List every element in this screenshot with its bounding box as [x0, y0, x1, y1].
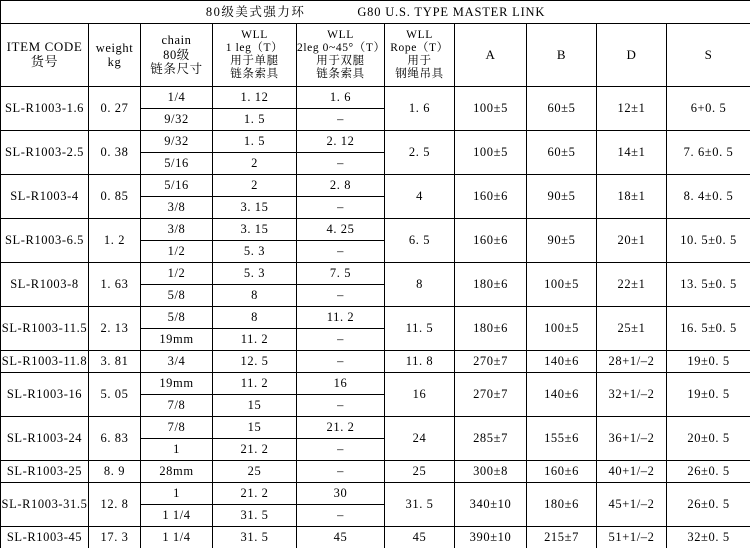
cell-dim-s: 20±0. 5 — [667, 417, 750, 461]
cell-dim-a: 340±10 — [455, 483, 527, 527]
cell-dim-s: 7. 6±0. 5 — [667, 131, 750, 175]
cell-chain-size: 1 — [141, 483, 213, 505]
cell-wll-1leg: 2 — [213, 175, 297, 197]
cell-wll-2leg: 2. 12 — [297, 131, 385, 153]
cell-weight: 1. 2 — [89, 219, 141, 263]
table-row — [1, 483, 750, 505]
header-rope-l4: 钢绳吊具 — [395, 68, 444, 81]
table-row — [1, 219, 750, 241]
cell-wll-2leg: – — [297, 329, 385, 351]
cell-wll-2leg: 16 — [297, 373, 385, 395]
cell-dim-d: 22±1 — [597, 263, 667, 307]
header-wll2-l4: 链条索具 — [316, 68, 365, 81]
cell-item-code: SL-R1003-24 — [1, 417, 89, 461]
cell-wll-1leg: 1. 5 — [213, 131, 297, 153]
cell-chain-size: 28mm — [141, 461, 213, 483]
cell-wll-rope: 24 — [385, 417, 455, 461]
cell-dim-a: 180±6 — [455, 263, 527, 307]
cell-dim-a: 160±6 — [455, 219, 527, 263]
cell-chain-size: 1 1/4 — [141, 527, 213, 548]
header-wll-1leg — [213, 24, 297, 87]
cell-wll-1leg: 11. 2 — [213, 329, 297, 351]
cell-wll-2leg: – — [297, 395, 385, 417]
title-chinese: 80级美式强力环 — [205, 4, 306, 19]
cell-wll-1leg: 3. 15 — [213, 197, 297, 219]
cell-item-code: SL-R1003-1.6 — [1, 87, 89, 131]
cell-dim-a: 100±5 — [455, 131, 527, 175]
cell-weight: 2. 13 — [89, 307, 141, 351]
cell-item-code: SL-R1003-25 — [1, 461, 89, 483]
header-dim-b: B — [527, 24, 597, 87]
cell-dim-b: 180±6 — [527, 483, 597, 527]
table-row — [1, 373, 750, 395]
cell-dim-a: 300±8 — [455, 461, 527, 483]
cell-dim-s: 19±0. 5 — [667, 351, 750, 373]
cell-weight: 8. 9 — [89, 461, 141, 483]
cell-item-code: SL-R1003-45 — [1, 527, 89, 548]
cell-chain-size: 9/32 — [141, 109, 213, 131]
cell-chain-size: 5/8 — [141, 285, 213, 307]
cell-dim-d: 25±1 — [597, 307, 667, 351]
cell-dim-a: 100±5 — [455, 87, 527, 131]
cell-dim-b: 140±6 — [527, 351, 597, 373]
cell-wll-1leg: 1. 12 — [213, 87, 297, 109]
header-item-code — [1, 24, 89, 87]
cell-item-code: SL-R1003-2.5 — [1, 131, 89, 175]
cell-weight: 0. 85 — [89, 175, 141, 219]
cell-dim-a: 270±7 — [455, 373, 527, 417]
cell-dim-d: 40+1/–2 — [597, 461, 667, 483]
cell-wll-1leg: 2 — [213, 153, 297, 175]
header-weight — [89, 24, 141, 87]
cell-weight: 1. 63 — [89, 263, 141, 307]
cell-dim-s: 26±0. 5 — [667, 461, 750, 483]
cell-wll-rope: 4 — [385, 175, 455, 219]
cell-dim-a: 390±10 — [455, 527, 527, 548]
cell-dim-b: 140±6 — [527, 373, 597, 417]
cell-dim-a: 180±6 — [455, 307, 527, 351]
table-row — [1, 351, 750, 373]
cell-wll-2leg: 21. 2 — [297, 417, 385, 439]
title-english: G80 U.S. TYPE MASTER LINK — [357, 4, 546, 19]
cell-chain-size: 7/8 — [141, 417, 213, 439]
cell-wll-1leg: 21. 2 — [213, 483, 297, 505]
cell-chain-size: 1/2 — [141, 263, 213, 285]
table-body — [1, 1, 750, 548]
cell-chain-size: 19mm — [141, 329, 213, 351]
cell-wll-rope: 11. 8 — [385, 351, 455, 373]
cell-dim-b: 60±5 — [527, 131, 597, 175]
header-item-code-en: ITEM CODE — [6, 39, 83, 55]
cell-chain-size: 1/2 — [141, 241, 213, 263]
cell-wll-rope: 25 — [385, 461, 455, 483]
cell-dim-d: 12±1 — [597, 87, 667, 131]
cell-weight: 6. 83 — [89, 417, 141, 461]
table-row — [1, 131, 750, 153]
header-wll-2leg — [297, 24, 385, 87]
cell-dim-d: 32+1/–2 — [597, 373, 667, 417]
cell-dim-b: 90±5 — [527, 219, 597, 263]
header-wll-rope — [385, 24, 455, 87]
cell-wll-1leg: 5. 3 — [213, 263, 297, 285]
header-dim-a: A — [455, 24, 527, 87]
cell-wll-rope: 6. 5 — [385, 219, 455, 263]
table-row — [1, 175, 750, 197]
cell-wll-1leg: 1. 5 — [213, 109, 297, 131]
cell-wll-2leg: 1. 6 — [297, 87, 385, 109]
table-row — [1, 87, 750, 109]
cell-dim-s: 32±0. 5 — [667, 527, 750, 548]
cell-dim-s: 26±0. 5 — [667, 483, 750, 527]
cell-dim-d: 45+1/–2 — [597, 483, 667, 527]
cell-wll-rope: 2. 5 — [385, 131, 455, 175]
cell-wll-2leg: – — [297, 109, 385, 131]
cell-dim-b: 90±5 — [527, 175, 597, 219]
cell-dim-d: 51+1/–2 — [597, 527, 667, 548]
cell-dim-s: 13. 5±0. 5 — [667, 263, 750, 307]
cell-dim-a: 270±7 — [455, 351, 527, 373]
header-weight-label: weight — [95, 40, 134, 55]
cell-dim-b: 160±6 — [527, 461, 597, 483]
cell-item-code: SL-R1003-8 — [1, 263, 89, 307]
cell-chain-size: 3/8 — [141, 219, 213, 241]
header-rope-l2: Rope（T） — [390, 41, 449, 54]
cell-chain-size: 1 — [141, 439, 213, 461]
cell-dim-s: 10. 5±0. 5 — [667, 219, 750, 263]
cell-wll-2leg: 2. 8 — [297, 175, 385, 197]
cell-wll-1leg: 3. 15 — [213, 219, 297, 241]
cell-dim-b: 215±7 — [527, 527, 597, 548]
header-dim-s: S — [667, 24, 750, 87]
cell-dim-d: 36+1/–2 — [597, 417, 667, 461]
cell-wll-1leg: 12. 5 — [213, 351, 297, 373]
cell-weight: 0. 27 — [89, 87, 141, 131]
table-row — [1, 263, 750, 285]
header-wll1-l4: 链条索具 — [230, 68, 279, 81]
header-rope-l3: 用于 — [407, 55, 432, 67]
cell-chain-size: 19mm — [141, 373, 213, 395]
cell-item-code: SL-R1003-11.5 — [1, 307, 89, 351]
cell-chain-size: 7/8 — [141, 395, 213, 417]
cell-item-code: SL-R1003-16 — [1, 373, 89, 417]
cell-dim-b: 100±5 — [527, 307, 597, 351]
header-dim-d: D — [597, 24, 667, 87]
cell-chain-size: 5/16 — [141, 153, 213, 175]
header-chain — [141, 24, 213, 87]
cell-dim-b: 155±6 — [527, 417, 597, 461]
header-chain-l1: chain — [161, 33, 192, 48]
table-title-cell — [1, 1, 750, 24]
cell-dim-d: 20±1 — [597, 219, 667, 263]
cell-wll-rope: 1. 6 — [385, 87, 455, 131]
cell-wll-1leg: 15 — [213, 395, 297, 417]
cell-wll-rope: 8 — [385, 263, 455, 307]
header-wll2-l3: 用于双腿 — [316, 55, 365, 67]
cell-wll-2leg: – — [297, 153, 385, 175]
cell-item-code: SL-R1003-6.5 — [1, 219, 89, 263]
cell-dim-d: 28+1/–2 — [597, 351, 667, 373]
cell-chain-size: 5/16 — [141, 175, 213, 197]
cell-dim-s: 8. 4±0. 5 — [667, 175, 750, 219]
cell-wll-rope: 16 — [385, 373, 455, 417]
cell-weight: 17. 3 — [89, 527, 141, 548]
cell-dim-s: 6+0. 5 — [667, 87, 750, 131]
table-row — [1, 307, 750, 329]
cell-wll-2leg: 11. 2 — [297, 307, 385, 329]
cell-weight: 3. 81 — [89, 351, 141, 373]
header-weight-unit: kg — [107, 55, 122, 69]
cell-weight: 5. 05 — [89, 373, 141, 417]
cell-wll-1leg: 8 — [213, 285, 297, 307]
cell-chain-size: 3/4 — [141, 351, 213, 373]
cell-wll-2leg: – — [297, 461, 385, 483]
cell-weight: 12. 8 — [89, 483, 141, 527]
cell-item-code: SL-R1003-11.8 — [1, 351, 89, 373]
cell-wll-2leg: – — [297, 351, 385, 373]
cell-wll-rope: 31. 5 — [385, 483, 455, 527]
cell-wll-rope: 45 — [385, 527, 455, 548]
cell-dim-d: 18±1 — [597, 175, 667, 219]
cell-dim-s: 19±0. 5 — [667, 373, 750, 417]
header-item-code-cn: 货号 — [30, 54, 59, 69]
cell-dim-s: 16. 5±0. 5 — [667, 307, 750, 351]
cell-dim-b: 100±5 — [527, 263, 597, 307]
cell-dim-d: 14±1 — [597, 131, 667, 175]
table-row — [1, 417, 750, 439]
cell-item-code: SL-R1003-4 — [1, 175, 89, 219]
cell-wll-2leg: 45 — [297, 527, 385, 548]
table-row — [1, 461, 750, 483]
cell-dim-b: 60±5 — [527, 87, 597, 131]
header-wll2-l1: WLL — [327, 28, 354, 41]
cell-wll-1leg: 25 — [213, 461, 297, 483]
cell-dim-a: 160±6 — [455, 175, 527, 219]
cell-chain-size: 3/8 — [141, 197, 213, 219]
cell-wll-2leg: 30 — [297, 483, 385, 505]
cell-chain-size: 1/4 — [141, 87, 213, 109]
cell-wll-1leg: 8 — [213, 307, 297, 329]
cell-wll-2leg: 4. 25 — [297, 219, 385, 241]
cell-wll-1leg: 31. 5 — [213, 527, 297, 548]
table-header-row — [1, 24, 750, 87]
cell-wll-2leg: – — [297, 439, 385, 461]
cell-wll-2leg: – — [297, 285, 385, 307]
cell-chain-size: 9/32 — [141, 131, 213, 153]
table-row — [1, 527, 750, 548]
cell-wll-1leg: 5. 3 — [213, 241, 297, 263]
cell-wll-1leg: 21. 2 — [213, 439, 297, 461]
cell-wll-2leg: – — [297, 241, 385, 263]
header-wll1-l3: 用于单腿 — [230, 55, 279, 67]
header-chain-l3: 链条尺寸 — [150, 62, 203, 77]
header-chain-l2: 80级 — [163, 47, 190, 62]
cell-wll-1leg: 11. 2 — [213, 373, 297, 395]
cell-wll-1leg: 15 — [213, 417, 297, 439]
cell-wll-1leg: 31. 5 — [213, 505, 297, 527]
header-wll1-l2: 1 leg（T） — [225, 41, 284, 54]
header-wll2-l2: 2leg 0~45°（T） — [297, 41, 386, 54]
cell-wll-rope: 11. 5 — [385, 307, 455, 351]
cell-item-code: SL-R1003-31.5 — [1, 483, 89, 527]
cell-dim-a: 285±7 — [455, 417, 527, 461]
cell-chain-size: 1 1/4 — [141, 505, 213, 527]
cell-wll-2leg: – — [297, 505, 385, 527]
cell-wll-2leg: – — [297, 197, 385, 219]
cell-chain-size: 5/8 — [141, 307, 213, 329]
cell-weight: 0. 38 — [89, 131, 141, 175]
header-wll1-l1: WLL — [241, 28, 268, 41]
header-rope-l1: WLL — [406, 28, 433, 41]
table-title-row — [1, 1, 750, 24]
cell-wll-2leg: 7. 5 — [297, 263, 385, 285]
